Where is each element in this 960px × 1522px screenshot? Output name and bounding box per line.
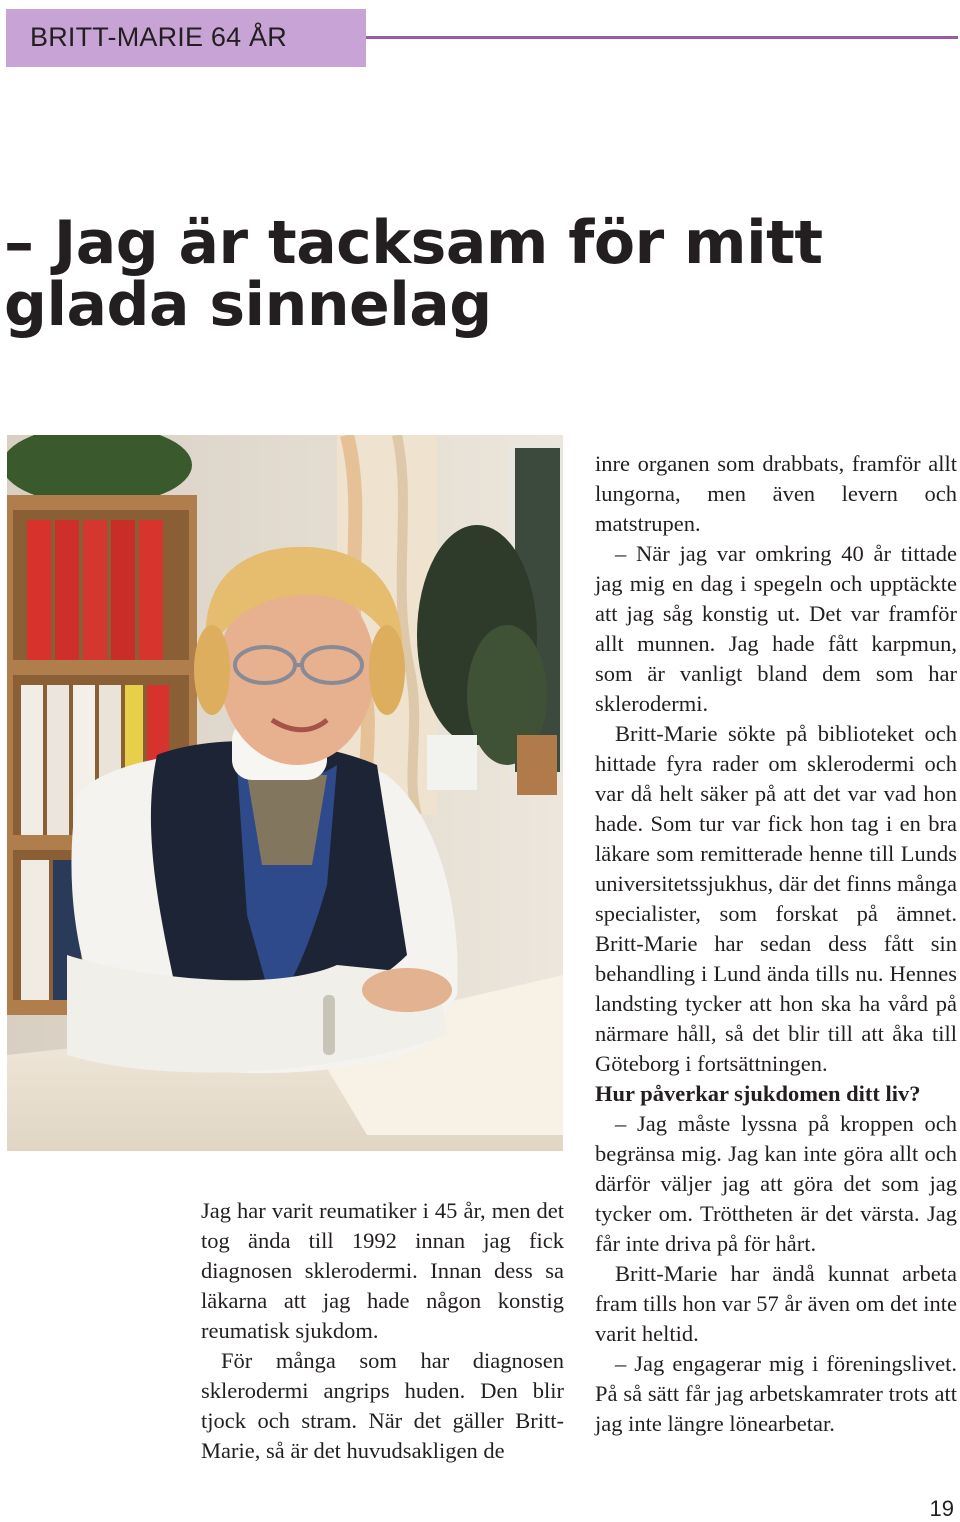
section-tab [6,9,366,67]
portrait-photo [7,435,563,1151]
body-paragraph: – När jag var omkring 40 år tittade jag mig en dag i spegeln och upptäckte att jag såg konstig ut. Det var framför allt munnen. Jag hade fått karpmun, som är vanligt bland dem som har sklerodermi. [595,541,957,716]
article-subheading: Hur påverkar sjukdomen ditt liv? [595,1081,921,1106]
body-paragraph: – Jag måste lyssna på kroppen och begränsa mig. Jag kan inte göra allt och därför väljer jag att göra det som jag tycker om. Tröttheten är det värsta. Jag får inte driva på för hårt. [595,1111,957,1256]
right-text-column [595,449,957,1439]
article-headline: – Jag är tacksam för mitt glada sinnelag [4,208,823,340]
body-paragraph: inre organen som drabbats, framför allt lungorna, men även levern och matstrupen. [595,451,957,536]
body-paragraph: För många som har diagnosen sklerodermi angrips huden. Den blir tjock och stram. När det gäller Britt-Marie, så är det huvudsakligen de [201,1348,564,1463]
page-number: 19 [929,1496,954,1521]
section-label: BRITT-MARIE 64 ÅR [30,22,287,52]
header-rule [366,36,958,39]
body-paragraph: Britt-Marie har ändå kunnat arbeta fram tills hon var 57 år även om det inte varit heltid. [595,1261,957,1346]
body-paragraph: Britt-Marie sökte på biblioteket och hittade fyra rader om sklerodermi och var då helt säker på att det var vad hon hade. Som tur var fick hon tag i en bra läkare som remitterade henne till Lunds universitetssjukhus, där det finns många specialister, som forskat på ämnet. Britt-Marie har sedan dess fått sin behandling i Lund ända tills nu. Hennes landsting tycker att hon ska ha vård på närmare håll, så det blir till att åka till Göteborg i fortsättningen. [595,721,957,1076]
body-paragraph: Jag har varit reumatiker i 45 år, men det tog ända till 1992 innan jag fick diagnosen sklerodermi. Innan dess sa läkarna att jag hade någon konstig reumatisk sjukdom. [201,1198,564,1343]
left-text-column [201,1196,564,1466]
body-paragraph: – Jag engagerar mig i föreningslivet. På så sätt får jag arbetskamrater trots att jag inte längre lönearbetar. [595,1351,957,1436]
